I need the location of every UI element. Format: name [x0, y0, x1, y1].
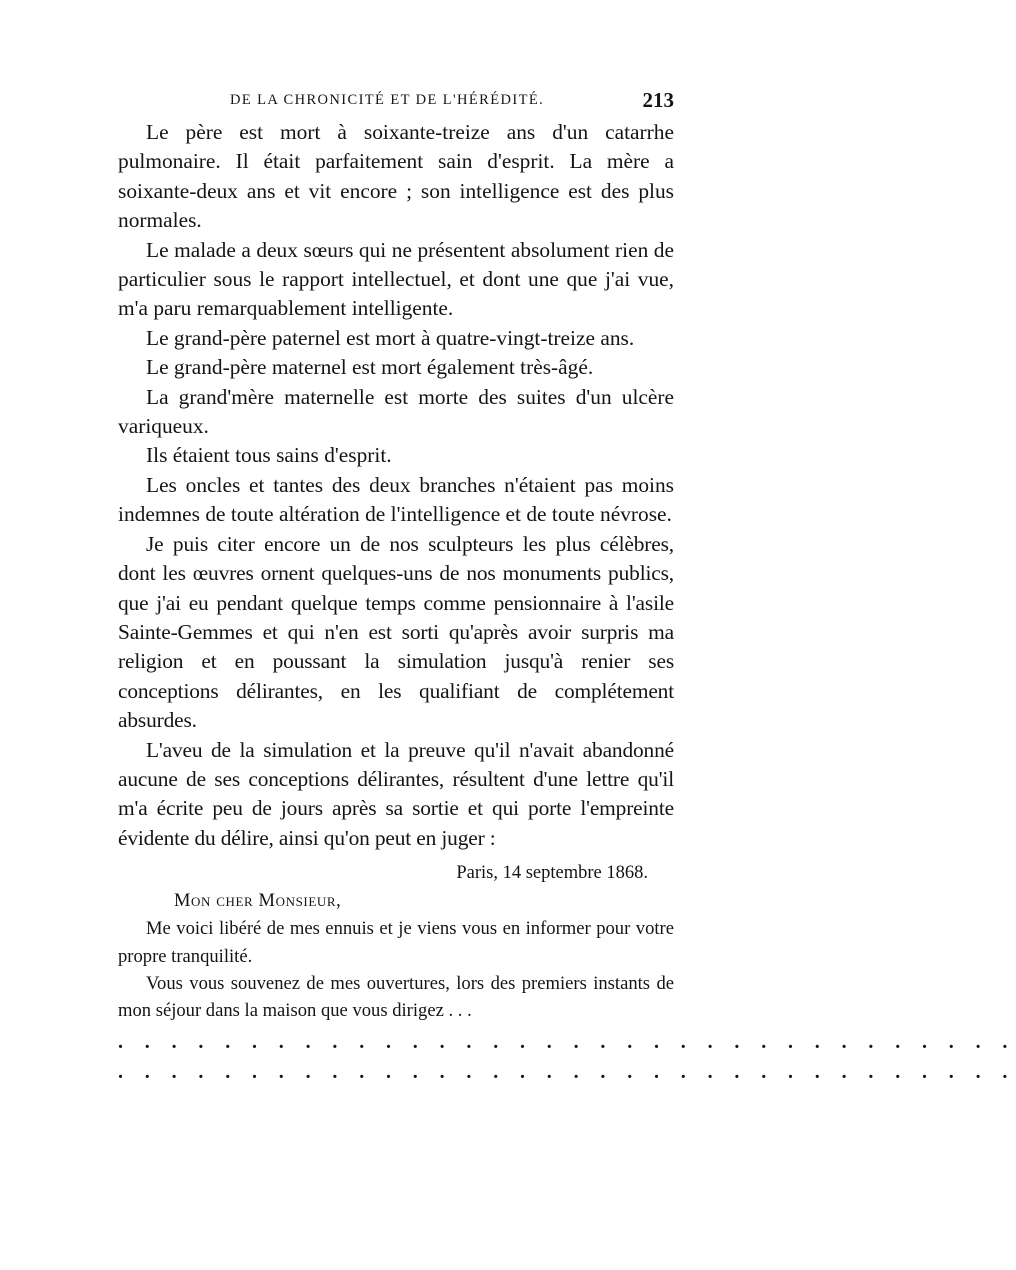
paragraph-paternal-grandfather: Le grand-père paternel est mort à quatre-vingt-treize ans.	[146, 325, 635, 350]
ellipsis-line: . . . . . . . . . . . . . . . . . . . . . . . . . . . . . . . . . .	[118, 1030, 1016, 1053]
book-page	[118, 88, 1016, 1085]
letter-paragraph: Me voici libéré de mes ennuis et je viens vous en informer pour votre propre tranquilité.	[118, 918, 674, 967]
letter-date: Paris, 14 septembre 1868.	[456, 863, 648, 884]
paragraph-all-sane: Ils étaient tous sains d'esprit.	[146, 443, 392, 468]
paragraph-sisters: Le malade a deux sœurs qui ne présentent absolument rien de particulier sous le rapport intellectuel, et dont une que j'ai vue, m'a paru remarquablement intelligente.	[118, 237, 674, 321]
paragraph-sculptor: Je puis citer encore un de nos sculpteurs les plus célèbres, dont les œuvres ornent quelques-uns de nos monuments publics, que j'ai eu pendant quelque temps comme pensionnaire à l'asile Sainte-Gemmes et qui n'en est sorti qu'après avoir surpris ma religion et en poussant la simulation jusqu'à renier ses conceptions délirantes, en les qualifiant de complétement absurdes.	[118, 531, 674, 733]
paragraph-uncles-aunts: Les oncles et tantes des deux branches n'étaient pas moins indemnes de toute altération de l'intelligence et de toute névrose.	[118, 472, 674, 527]
body-text	[118, 118, 674, 853]
quoted-letter	[118, 859, 1016, 1085]
paragraph-simulation: L'aveu de la simulation et la preuve qu'il n'avait abandonné aucune de ses conceptions délirantes, résultent d'une lettre qu'il m'a écrite peu de jours après sa sortie et qui porte l'empreinte évidente du délire, ainsi qu'on peut en juger :	[118, 737, 674, 850]
paragraph-maternal-grandfather: Le grand-père maternel est mort également très-âgé.	[146, 355, 594, 380]
letter-salutation: Mon cher Monsieur,	[174, 891, 342, 912]
letter-paragraph: Vous vous souvenez de mes ouvertures, lors des premiers instants de mon séjour dans la maison que vous dirigez . . .	[118, 972, 674, 1022]
running-title: DE LA CHRONICITÉ ET DE L'HÉRÉDITÉ.	[230, 92, 545, 108]
running-head	[118, 88, 674, 118]
ellipsis-line: . . . . . . . . . . . . . . . . . . . . . . . . . . . . . . . . . .	[118, 1060, 1016, 1083]
paragraph-parents: Le père est mort à soixante-treize ans d'un catarrhe pulmonaire. Il était parfaitement sain d'esprit. La mère a soixante-deux ans et vit encore ; son intelligence est des plus normales.	[118, 120, 674, 233]
page-number: 213	[642, 88, 674, 112]
paragraph-maternal-grandmother: La grand'mère maternelle est morte des suites d'un ulcère variqueux.	[118, 384, 674, 439]
